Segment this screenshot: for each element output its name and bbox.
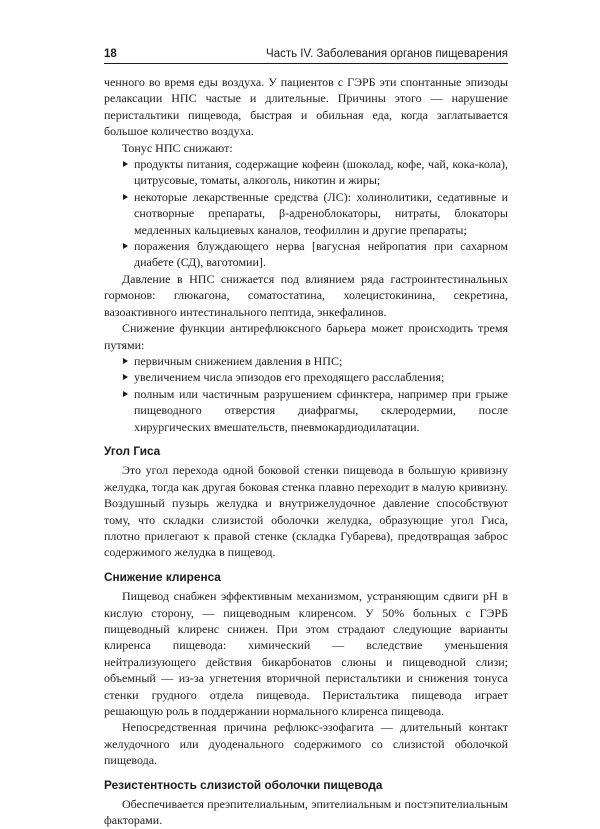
list-item: поражения блуждающего нерва [вагусная нейропатия при сахарном диабете (СД), ваготомии]. — [122, 238, 508, 271]
tone-factors-list — [104, 156, 508, 271]
page-number: 18 — [104, 48, 117, 60]
tone-lead: Тонус НПС снижают: — [122, 140, 233, 155]
list-item: некоторые лекарственные средства (ЛС): холинолитики, седативные и снотворные препараты, β-адреноблокаторы, нитраты, блокаторы медленных кальциевых каналов, теофиллин и другие препараты; — [122, 189, 508, 238]
barrier-ways-list — [104, 353, 508, 435]
section-heading-his-angle: Угол Гиса — [104, 443, 161, 458]
running-title: Часть IV. Заболевания органов пищеварения — [266, 48, 508, 60]
clearance-paragraph: Пищевод снабжен эффективным механизмом, устраняющим сдвиги pH в кислую сторону, — пищеводным клиренсом. У 50% больных с ГЭРБ пищеводный клиренс снижен. При этом страдают следующие варианты клиренса пищевода: химический — вследствие уменьшения нейтрализующего действия бикарбонатов слюны и пищеводной слизи; объемный — из-за угнетения вторичной перистальтики и снижения тонуса стенки грудного отдела пищевода. Перистальтика пищевода играет решающую роль в поддержании нормального клиренса пищевода. — [104, 589, 508, 719]
mucosa-resistance-paragraph: Обеспечивается преэпителиальным, эпителиальным и постэпителиальным факторами. — [104, 797, 508, 828]
section-heading-mucosa-resistance: Резистентность слизистой оболочки пищевода — [104, 777, 383, 792]
barrier-lead: Снижение функции антирефлюксного барьера может происходить тремя путями: — [104, 321, 508, 352]
intro-paragraph: ченного во время еды воздуха. У пациентов с ГЭРБ эти спонтанные эпизоды релаксации НПС частые и длительные. Причины этого — нарушение перистальтики пищевода, быстрая и обильная еда, когда заглатывается большое количество воздуха. — [104, 75, 508, 139]
list-item: продукты питания, содержащие кофеин (шоколад, кофе, чай, кока-кола), цитрусовые, томаты, алкоголь, никотин и жиры; — [122, 156, 508, 189]
pressure-paragraph: Давление в НПС снижается под влиянием ряда гастроинтестинальных гормонов: глюкагона, соматостатина, холецистокинина, секретина, вазоактивного интестинального пептида, энкефалинов. — [104, 271, 508, 319]
clearance-paragraph: Непосредственная причина рефлюкс-эзофагита — длительный контакт желудочного или дуоденального содержимого со слизистой оболочкой пищевода. — [104, 720, 508, 768]
section-heading-clearance: Снижение клиренса — [104, 569, 221, 584]
page-body — [104, 74, 508, 829]
running-header — [104, 48, 508, 64]
list-item: первичным снижением давления в НПС; — [122, 353, 508, 369]
list-item: увеличением числа эпизодов его преходящего расслабления; — [122, 369, 508, 385]
his-angle-paragraph: Это угол перехода одной боковой стенки пищевода в большую кривизну желудка, тогда как другая боковая стенка плавно переходит в малую кривизну. Воздушный пузырь желудка и внутрижелудочное давление способствуют тому, что складки слизистой оболочки желудка, образующие угол Гиса, плотно прилегают к правой стенке (складка Губарева), предотвращая заброс содержимого желудка в пищевод. — [104, 463, 508, 560]
list-item: полным или частичным разрушением сфинктера, например при грыже пищеводного отверстия диафрагмы, склеродермии, после хирургических вмешательств, пневмокардиодилатации. — [122, 386, 508, 435]
book-page — [104, 48, 508, 829]
